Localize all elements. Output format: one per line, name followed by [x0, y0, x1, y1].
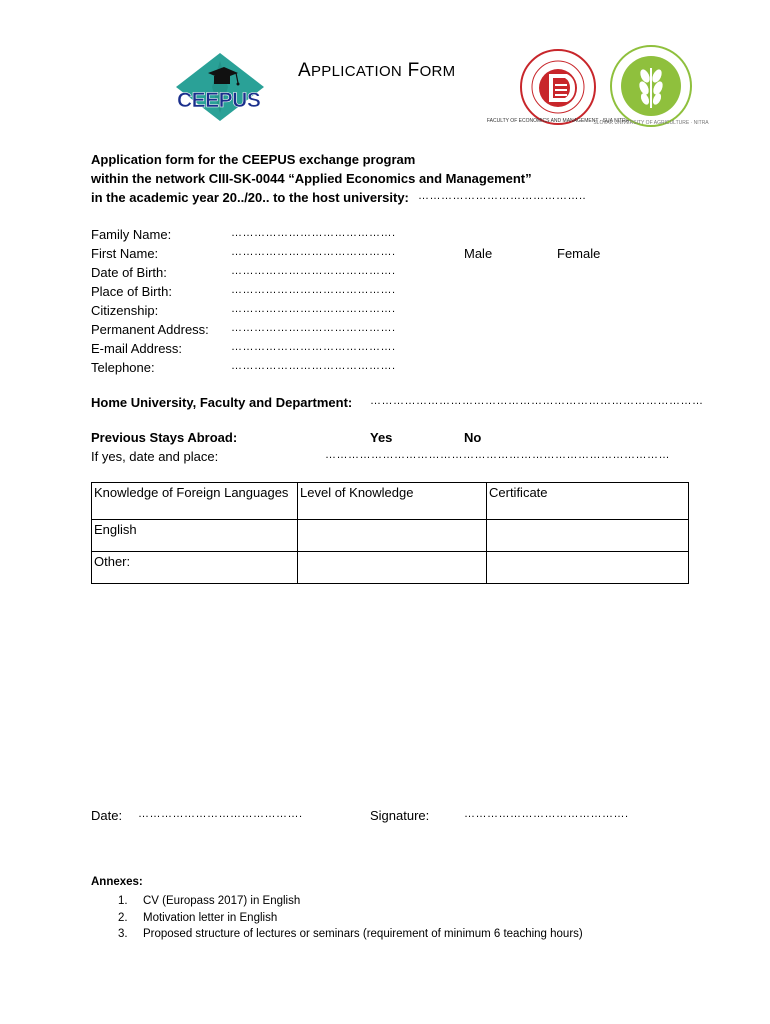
previous-stays-no[interactable]: No: [464, 430, 482, 445]
field-label: Permanent Address:: [91, 322, 209, 337]
language-cell: English: [92, 520, 298, 552]
intro-line-2: within the network CIII-SK-0044 “Applied Economics and Management”: [91, 171, 532, 186]
first-name-field[interactable]: …………………………………….: [231, 246, 396, 258]
ceepus-logo-text: CEEPUS: [177, 89, 261, 112]
list-item: 2. Motivation letter in English: [118, 911, 278, 924]
field-label: E-mail Address:: [91, 341, 183, 356]
table-header: Certificate: [487, 483, 689, 520]
table-header: Knowledge of Foreign Languages: [92, 483, 298, 520]
date-label: Date:: [91, 808, 123, 823]
language-cell[interactable]: Other:: [92, 552, 298, 584]
list-item: 1. CV (Europass 2017) in English: [118, 895, 301, 907]
host-university-field[interactable]: ……………………………………..: [418, 190, 587, 202]
home-university-label: Home University, Faculty and Department:: [91, 395, 353, 410]
annexes-title: Annexes:: [91, 876, 143, 888]
ceepus-logo: [172, 51, 268, 121]
home-university-field[interactable]: ……………………………………………………………………………: [370, 395, 704, 407]
table-header-row: [92, 483, 689, 520]
table-row: [92, 552, 689, 584]
gender-option-male[interactable]: Male: [464, 246, 493, 261]
if-yes-label: If yes, date and place:: [91, 449, 219, 464]
place-of-birth-field[interactable]: …………………………………….: [231, 284, 396, 296]
certificate-cell[interactable]: [487, 520, 689, 552]
field-label: Family Name:: [91, 227, 172, 242]
date-field[interactable]: …………………………………….: [138, 808, 303, 820]
field-label: Telephone:: [91, 360, 155, 375]
fem-seal-logo: [486, 48, 630, 126]
certificate-cell[interactable]: [487, 552, 689, 584]
field-label: Date of Birth:: [91, 265, 167, 280]
svg-text:SLOVAK UNIVERSITY OF AGRICULTU: SLOVAK UNIVERSITY OF AGRICULTURE · NITRA: [593, 120, 709, 126]
permanent-address-field[interactable]: …………………………………….: [231, 322, 396, 334]
email-address-field[interactable]: …………………………………….: [231, 341, 396, 353]
gender-option-female[interactable]: Female: [557, 246, 601, 261]
annexes-list: [118, 893, 583, 943]
level-cell[interactable]: [298, 520, 487, 552]
level-cell[interactable]: [298, 552, 487, 584]
previous-stays-yes[interactable]: Yes: [370, 430, 393, 445]
list-item: 3. Proposed structure of lectures or seminars (requirement of minimum 6 teaching hours): [118, 928, 583, 940]
citizenship-field[interactable]: …………………………………….: [231, 303, 396, 315]
date-place-field[interactable]: ………………………………………………………………………………: [325, 449, 670, 461]
intro-line-3: in the academic year 20../20.. to the host university:: [91, 190, 409, 205]
signature-field[interactable]: …………………………………….: [464, 808, 629, 820]
page-title: APPLICATION FORM: [298, 60, 456, 81]
previous-stays-label: Previous Stays Abroad:: [91, 430, 238, 445]
field-label: First Name:: [91, 246, 159, 261]
svg-text:FACULTY OF ECONOMICS AND MANAG: FACULTY OF ECONOMICS AND MANAGEMENT · SUA NITRA: [486, 118, 630, 124]
languages-table: [91, 482, 689, 584]
date-of-birth-field[interactable]: …………………………………….: [231, 265, 396, 277]
field-label: Citizenship:: [91, 303, 159, 318]
intro-line-1: Application form for the CEEPUS exchange program: [91, 152, 416, 167]
telephone-field[interactable]: …………………………………….: [231, 360, 396, 372]
table-row: [92, 520, 689, 552]
signature-label: Signature:: [370, 808, 430, 823]
field-label: Place of Birth:: [91, 284, 172, 299]
family-name-field[interactable]: …………………………………….: [231, 227, 396, 239]
table-header: Level of Knowledge: [298, 483, 487, 520]
sua-seal-logo: [593, 44, 709, 128]
